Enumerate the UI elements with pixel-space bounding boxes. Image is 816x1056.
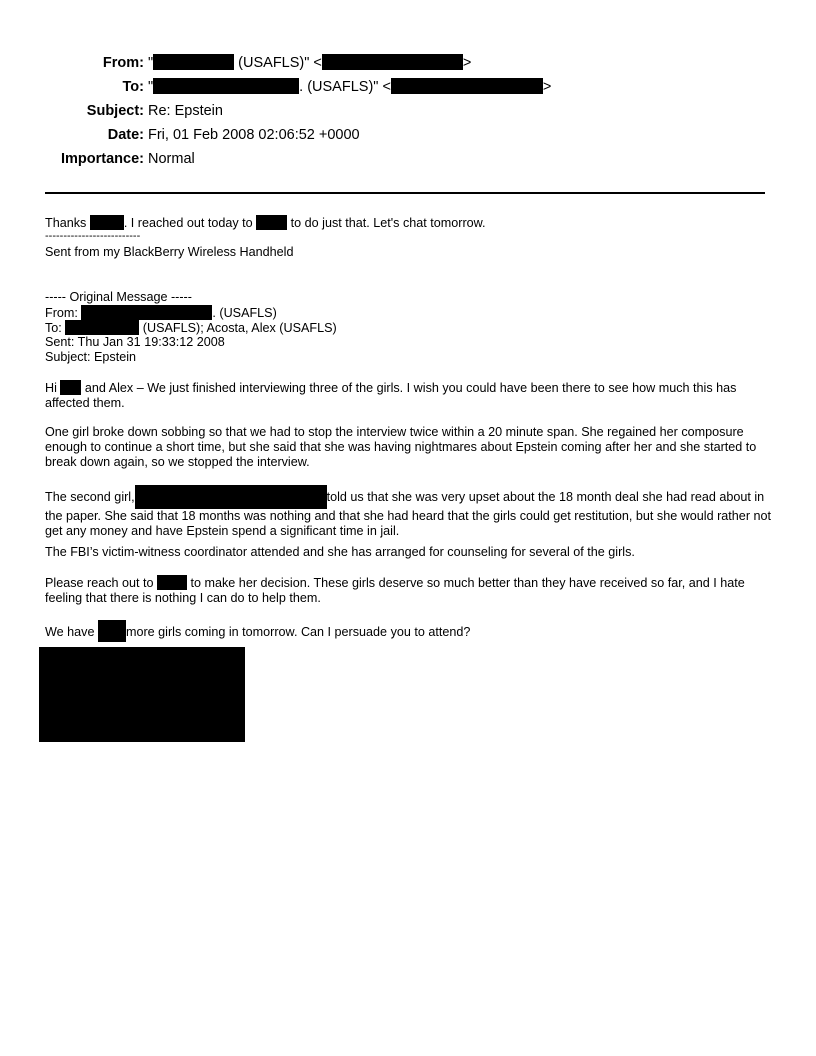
- message-paragraph-3: [45, 485, 773, 539]
- reply-text-2: . I reached out today to: [123, 216, 257, 230]
- importance-label: Importance:: [61, 151, 144, 167]
- reply-text-1: Thanks: [45, 216, 90, 230]
- redaction-to-email: [391, 78, 543, 94]
- to-value: [148, 76, 551, 98]
- p1-text-2: and Alex – We just finished interviewing three of the girls. I wish you could have been there to see how much this has affected them.: [45, 381, 737, 410]
- reply-line: [45, 215, 773, 231]
- p1-text-1: Hi: [45, 381, 61, 395]
- p6-text-2: more girls coming in tomorrow. Can I persuade you to attend?: [125, 625, 471, 639]
- redaction-reply-name-2: [256, 215, 287, 230]
- original-to: [45, 320, 773, 336]
- redaction-original-to: [65, 320, 139, 335]
- from-value: [148, 52, 471, 74]
- original-subject: Subject: Epstein: [45, 350, 137, 364]
- message-paragraph-5: [45, 575, 773, 606]
- p3-text-2: told us that she was very upset about the 18 month deal she had read about in the paper. She said that 18 months was nothing and that she had heard that the girls could get restitution, but she would rather not get any money and have Epstein spend a significant time in jail.: [45, 490, 772, 538]
- redaction-from-email: [322, 54, 463, 70]
- p3-text-1: The second girl,: [45, 490, 135, 504]
- from-org: (USAFLS)" <: [234, 55, 322, 71]
- to-row: [0, 76, 816, 98]
- from-row: [0, 52, 816, 74]
- original-to-recipients: (USAFLS); Acosta, Alex (USAFLS): [139, 321, 337, 335]
- redaction-count: [98, 620, 126, 642]
- from-quote: ": [148, 55, 154, 71]
- redaction-reply-name-1: [90, 215, 124, 230]
- reply-text-3: to do just that. Let's chat tomorrow.: [287, 216, 486, 230]
- from-label: From:: [102, 55, 144, 71]
- subject-label: Subject:: [86, 103, 144, 119]
- message-paragraph-1: [45, 380, 773, 411]
- redaction-signature-block: [39, 647, 245, 742]
- subject-value: Re: Epstein: [148, 103, 223, 119]
- message-paragraph-6: [45, 620, 773, 642]
- message-paragraph-4: The FBI’s victim-witness coordinator attended and she has arranged for counseling for several of the girls.: [45, 545, 635, 559]
- p5-text-1: Please reach out to: [45, 576, 158, 590]
- redaction-greeting-name: [60, 380, 81, 395]
- redaction-second-girl: [135, 485, 327, 509]
- header-divider: [45, 192, 765, 194]
- from-close: >: [462, 55, 472, 71]
- to-quote: ": [148, 79, 154, 95]
- date-label: Date:: [107, 127, 144, 143]
- p5-text-2: to make her decision. These girls deserve so much better than they have received so far, and I hate feeling that there is nothing I can do to help them.: [45, 576, 745, 605]
- message-paragraph-2: One girl broke down sobbing so that we had to stop the interview twice within a 20 minute span. She regained her composure enough to continue a short time, but she said that she was having nightmares about Epstein coming after her and she started to break down again, so we stopped the interview.: [45, 425, 757, 469]
- to-close: >: [542, 79, 552, 95]
- original-from-label: From:: [45, 306, 82, 320]
- original-marker: ----- Original Message -----: [45, 290, 192, 304]
- p6-text-1: We have: [45, 625, 98, 639]
- original-from: [45, 305, 773, 321]
- original-to-label: To:: [45, 321, 66, 335]
- to-label: To:: [122, 79, 144, 95]
- date-value: Fri, 01 Feb 2008 02:06:52 +0000: [148, 127, 360, 143]
- original-sent: Sent: Thu Jan 31 19:33:12 2008: [45, 335, 225, 349]
- reply-separator: --------------------------: [45, 230, 141, 242]
- redaction-to-name: [153, 78, 299, 94]
- importance-row: [0, 148, 816, 170]
- original-from-org: . (USAFLS): [212, 306, 277, 320]
- redaction-original-from: [81, 305, 212, 320]
- to-org: . (USAFLS)" <: [299, 79, 391, 95]
- redaction-contact-name: [157, 575, 187, 590]
- importance-value: Normal: [148, 151, 195, 167]
- redaction-from-name: [153, 54, 234, 70]
- reply-signature: Sent from my BlackBerry Wireless Handheld: [45, 245, 294, 259]
- subject-row: [0, 100, 816, 122]
- date-row: [0, 124, 816, 146]
